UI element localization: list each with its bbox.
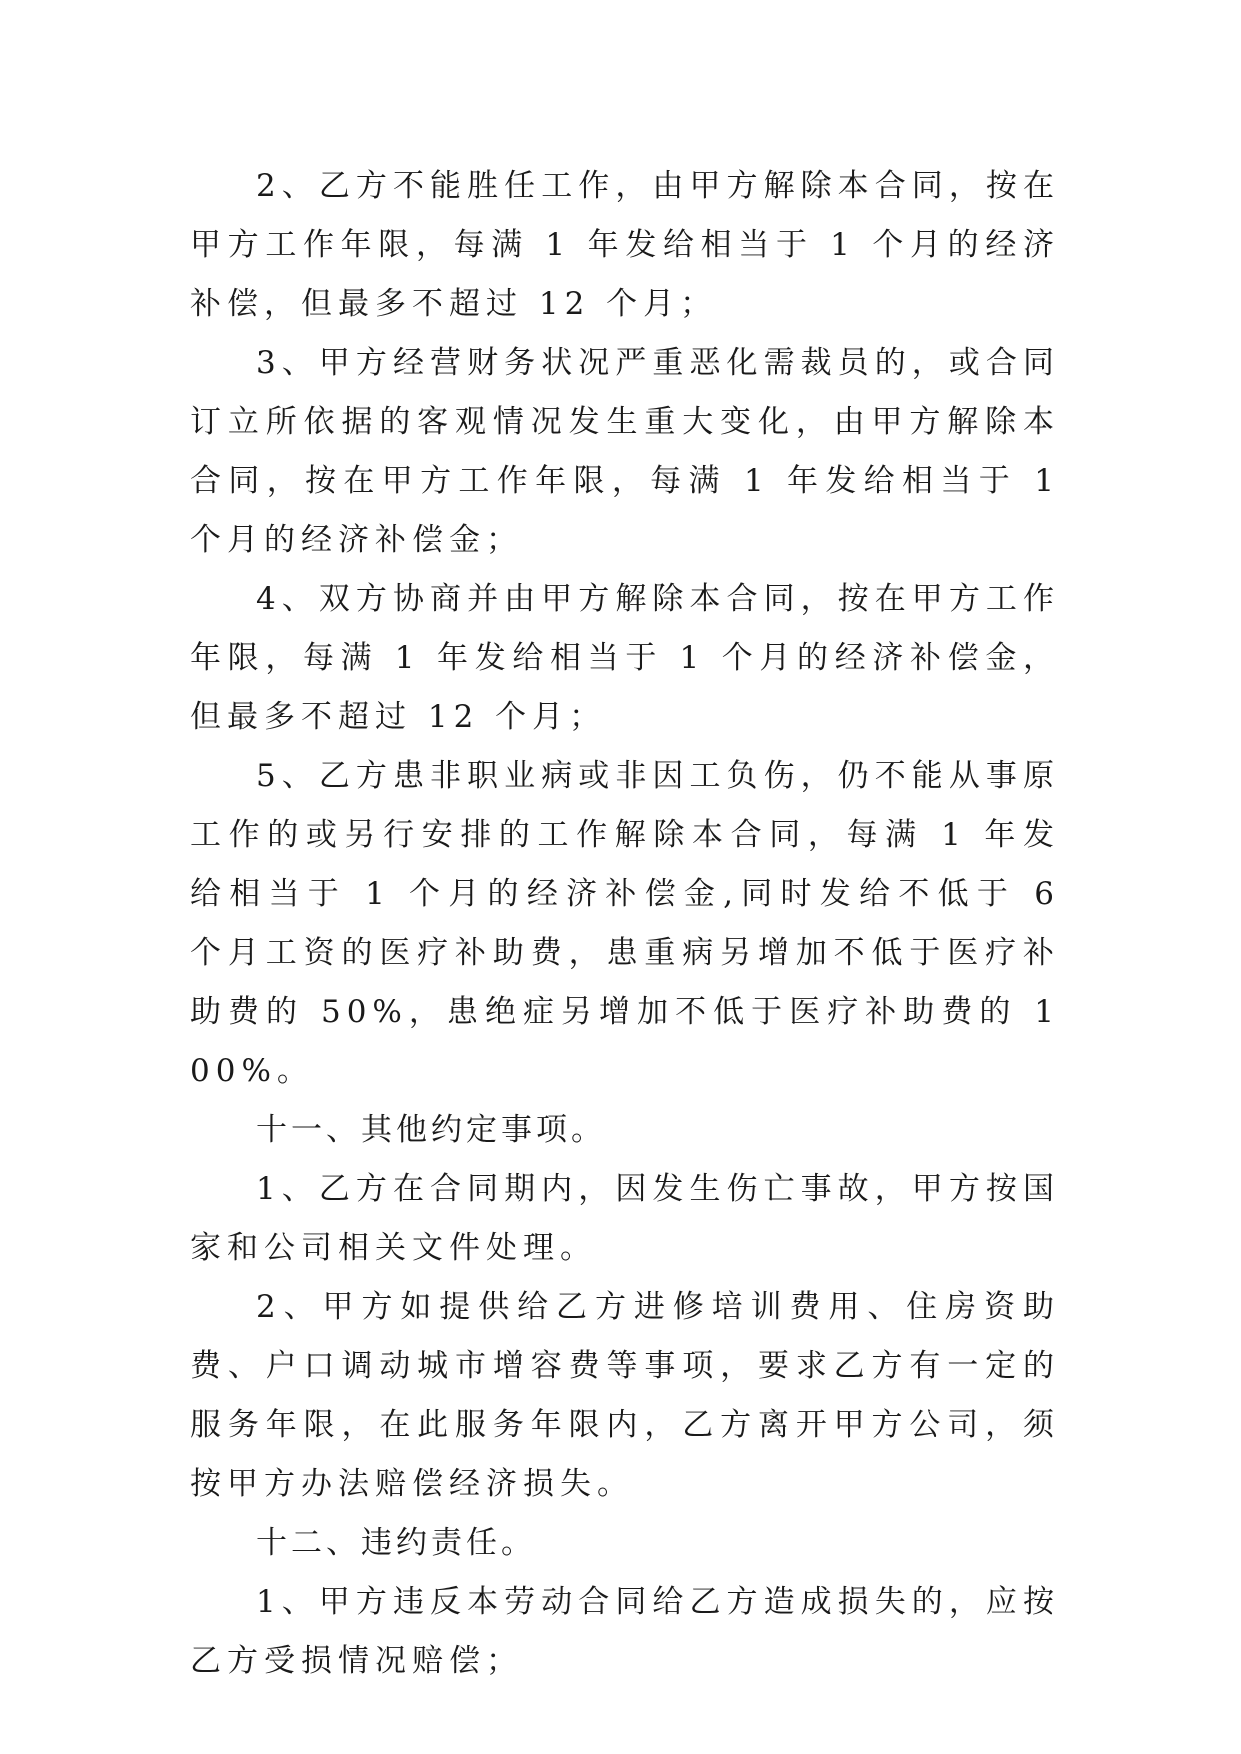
section-11-clause-2: 2、甲方如提供给乙方进修培训费用、住房资助费、户口调动城市增容费等事项，要求乙方有一定的服务年限，在此服务年限内，乙方离开甲方公司，须按甲方办法赔偿经济损失。: [190, 1289, 1060, 1502]
section-12-heading: 十二、违约责任。: [256, 1525, 536, 1561]
document-body: [190, 157, 1060, 1691]
clause-2-incompetence: 2、乙方不能胜任工作，由甲方解除本合同，按在甲方工作年限，每满 1 年发给相当于 1 个月的经济补偿，但最多不超过 12 个月；: [190, 168, 1060, 322]
section-11-clause-1: 1、乙方在合同期内，因发生伤亡事故，甲方按国家和公司相关文件处理。: [190, 1171, 1060, 1266]
clause-3-layoff: 3、甲方经营财务状况严重恶化需裁员的，或合同订立所依据的客观情况发生重大变化，由甲方解除本合同，按在甲方工作年限，每满 1 年发给相当于 1 个月的经济补偿金；: [190, 345, 1060, 558]
section-12-clause-1: 1、甲方违反本劳动合同给乙方造成损失的，应按乙方受损情况赔偿；: [190, 1584, 1060, 1679]
clause-5-illness: 5、乙方患非职业病或非因工负伤，仍不能从事原工作的或另行安排的工作解除本合同，每满 1 年发给相当于 1 个月的经济补偿金,同时发给不低于 6 个月工资的医疗补助费，患重病另增加不低于医疗补助费的 50%，患绝症另增加不低于医疗补助费的 100%。: [190, 758, 1060, 1089]
section-11-heading: 十一、其他约定事项。: [256, 1112, 606, 1148]
clause-4-mutual-termination: 4、双方协商并由甲方解除本合同，按在甲方工作年限，每满 1 年发给相当于 1 个月的经济补偿金，但最多不超过 12 个月；: [190, 581, 1060, 735]
